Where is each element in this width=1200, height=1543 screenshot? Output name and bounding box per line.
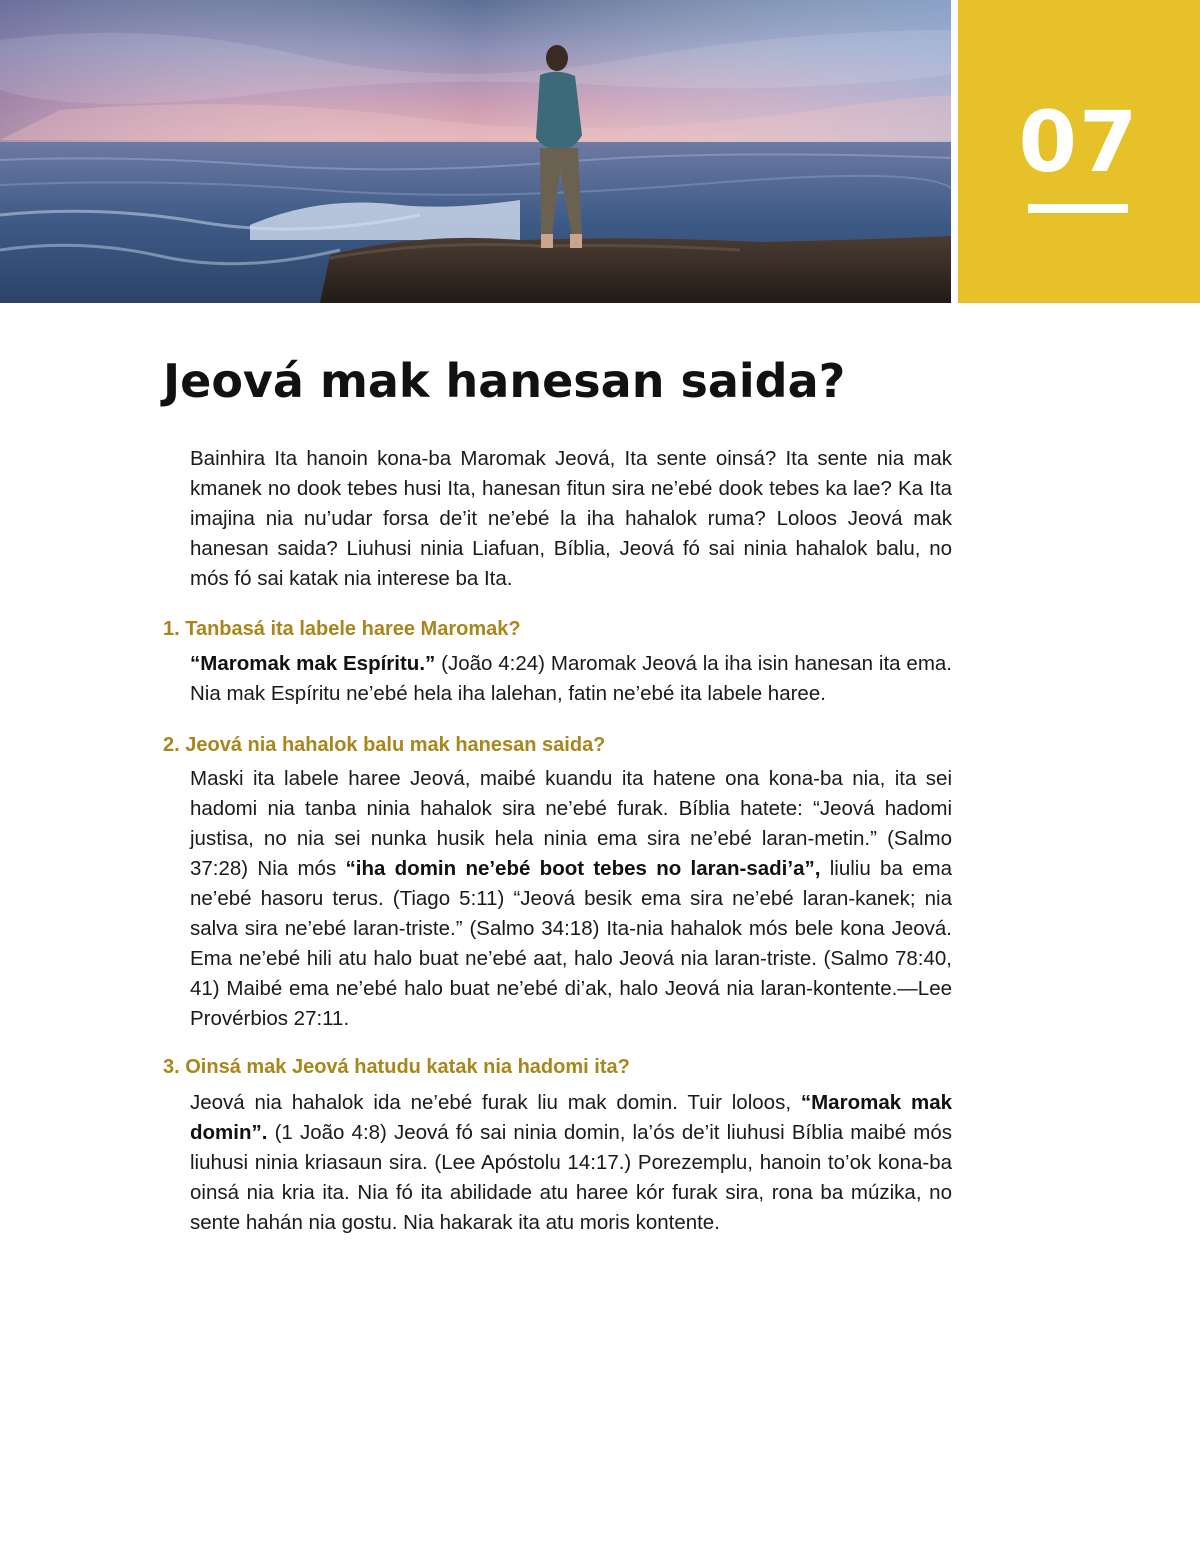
answer-1-text-1: (João 4:24) Maromak Jeová la iha isin hanesan ita ema. Nia mak Espíritu ne’ebé hela iha lalehan, fatin ne’ebé ita labele haree. (190, 652, 952, 705)
answer-1 (190, 649, 952, 709)
answer-2-text-2: liuliu ba ema ne’ebé hasoru terus. (Tiago 5:11) “Jeová besik ema sira ne’ebé laran-kanek; nia salva sira ne’ebé laran-triste.” (Salmo 34:18) Ita-nia hahalok mós bele kona Jeová. Ema ne’ebé hili atu halo buat ne’ebé aat, halo Jeová nia laran-triste. (Salmo 78:40, 41) Maibé ema ne’ebé halo buat ne’ebé di’ak, halo Jeová nia laran-kontente.—Lee Provérbios 27:11. (190, 857, 953, 1030)
intro-paragraph: Bainhira Ita hanoin kona-ba Maromak Jeová, Ita sente oinsá? Ita sente nia mak kmanek no dook tebes husi Ita, hanesan fitun sira ne’ebé dook tebes ka lae? Ka Ita imajina nia nu’udar forsa de’it ne’ebé la iha hahalok ruma? Loloos Jeová mak hanesan saida? Liuhusi ninia Liafuan, Bíblia, Jeová fó sai ninia hahalok balu, no mós fó sai katak nia interese ba Ita. (190, 447, 952, 590)
answer-3-text-0: Jeová nia hahalok ida ne’ebé furak liu mak domin. Tuir loloos, (190, 1091, 801, 1114)
lesson-underline (1028, 204, 1128, 213)
page-title: Jeová mak hanesan saida? (163, 354, 846, 408)
header-photo (0, 0, 951, 303)
answer-1-bold-0: “Maromak mak Espíritu.” (190, 652, 436, 675)
answer-2-bold-1: “iha domin ne’ebé boot tebes no laran-sadi’a”, (345, 857, 821, 880)
answer-2 (190, 764, 952, 1034)
answer-2-text-0: Maski ita labele haree Jeová, maibé kuandu ita hatene ona kona-ba nia, ita sei hadomi nia tanba ninia hahalok sira ne’ebé furak. Bíblia hatete: “Jeová hadomi justisa, no nia sei nunka husik hela ninia ema sira ne’ebé laran-metin.” (Salmo 37:28) Nia mós (190, 767, 952, 880)
question-1: 1. Tanbasá ita labele haree Maromak? (163, 618, 521, 640)
lesson-number: 07 (1018, 93, 1140, 191)
lesson-badge (958, 0, 1200, 303)
answer-3-text-2: (1 João 4:8) Jeová fó sai ninia domin, la’ós de’it liuhusi Bíblia maibé mós liuhusi ninia kriasaun sira. (Lee Apóstolu 14:17.) Porezemplu, hanoin to’ok kona-ba oinsá nia kria ita. Nia fó ita abilidade atu haree kór furak sira, rona ba múzika, no sente hahán nia gostu. Nia hakarak ita atu moris kontente. (190, 1121, 952, 1234)
question-3: 3. Oinsá mak Jeová hatudu katak nia hadomi ita? (163, 1056, 630, 1078)
answer-3-bold-1: “Maromak mak domin”. (190, 1091, 952, 1144)
sea-photo-icon (0, 0, 951, 303)
question-2: 2. Jeová nia hahalok balu mak hanesan saida? (163, 734, 606, 756)
answer-3 (190, 1088, 952, 1238)
